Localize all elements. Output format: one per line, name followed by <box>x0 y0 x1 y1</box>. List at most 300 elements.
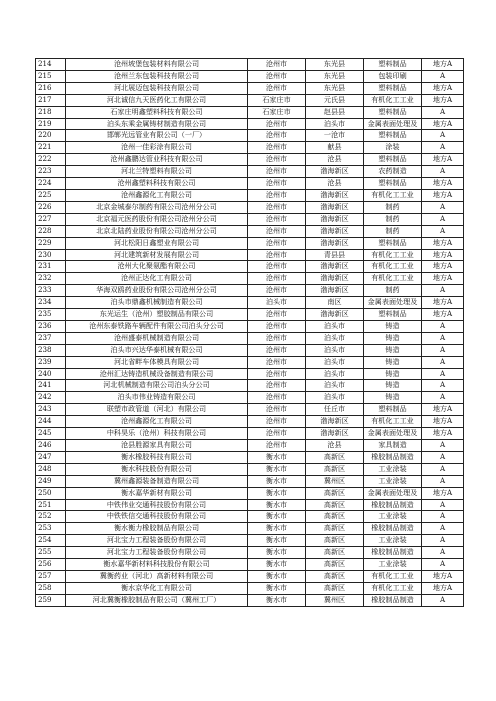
row-number-cell: 224 <box>36 178 66 190</box>
rating-cell: A <box>422 451 464 463</box>
city-cell: 沧州市 <box>248 380 306 392</box>
rating-cell: A <box>422 440 464 452</box>
industry-cell: 塑料制品 <box>364 59 422 71</box>
rating-cell: 地方A <box>422 570 464 582</box>
industry-cell: 橡胶制品制造 <box>364 451 422 463</box>
district-cell: 青县县 <box>306 249 364 261</box>
city-cell: 沧州市 <box>248 130 306 142</box>
city-cell: 沧州市 <box>248 261 306 273</box>
table-row <box>36 404 464 416</box>
company-name-cell: 联塑市政管道（河北）有限公司 <box>66 404 248 416</box>
company-name-cell: 沧州鑫源化工有限公司 <box>66 416 248 428</box>
row-number-cell: 255 <box>36 547 66 559</box>
district-cell: 泊头市 <box>306 392 364 404</box>
company-name-cell: 衡水嘉华新材料科技股份有限公司 <box>66 559 248 571</box>
company-name-cell: 河北松阳日鑫塑业有限公司 <box>66 237 248 249</box>
row-number-cell: 222 <box>36 154 66 166</box>
industry-cell: 制药 <box>364 213 422 225</box>
company-name-cell: 沧州兰东包装科技有限公司 <box>66 70 248 82</box>
company-name-cell: 北京北陆药业股份有限公司沧州分公司 <box>66 225 248 237</box>
table-row <box>36 475 464 487</box>
table-row <box>36 82 464 94</box>
rating-cell: A <box>422 70 464 82</box>
city-cell: 沧州市 <box>248 189 306 201</box>
city-cell: 沧州市 <box>248 356 306 368</box>
rating-cell: 地方A <box>422 297 464 309</box>
row-number-cell: 220 <box>36 130 66 142</box>
rating-cell: A <box>422 201 464 213</box>
row-number-cell: 243 <box>36 404 66 416</box>
industry-cell: 铸造 <box>364 368 422 380</box>
rating-cell: 地方A <box>422 309 464 321</box>
company-name-cell: 泊头市兴达华泰机械有限公司 <box>66 344 248 356</box>
city-cell: 衡水市 <box>248 451 306 463</box>
company-name-cell: 衡水嘉华新材有限公司 <box>66 487 248 499</box>
rating-cell: 地方A <box>422 118 464 130</box>
city-cell: 石家庄市 <box>248 106 306 118</box>
industry-cell: 有机化工工业 <box>364 189 422 201</box>
row-number-cell: 239 <box>36 356 66 368</box>
company-name-cell: 冀衡药业（河北）高新材料有限公司 <box>66 570 248 582</box>
district-cell: 渤海新区 <box>306 416 364 428</box>
industry-cell: 塑料制品 <box>364 404 422 416</box>
city-cell: 沧州市 <box>248 213 306 225</box>
rating-cell: A <box>422 213 464 225</box>
city-cell: 沧州市 <box>248 59 306 71</box>
company-name-cell: 泊头市伟业铸造有限公司 <box>66 392 248 404</box>
company-name-cell: 衡水科技股份有限公司 <box>66 463 248 475</box>
table-row <box>36 237 464 249</box>
enterprise-table <box>35 58 464 607</box>
city-cell: 衡水市 <box>248 582 306 594</box>
table-row <box>36 559 464 571</box>
city-cell: 沧州市 <box>248 201 306 213</box>
city-cell: 衡水市 <box>248 523 306 535</box>
rating-cell: A <box>422 559 464 571</box>
rating-cell: 地方A <box>422 261 464 273</box>
district-cell: 东光县 <box>306 59 364 71</box>
district-cell: 沧县 <box>306 440 364 452</box>
company-name-cell: 北京金城泰尔制药有限公司沧州分公司 <box>66 201 248 213</box>
rating-cell: 地方A <box>422 416 464 428</box>
district-cell: 高新区 <box>306 487 364 499</box>
rating-cell: 地方A <box>422 154 464 166</box>
city-cell: 沧州市 <box>248 118 306 130</box>
city-cell: 沧州市 <box>248 332 306 344</box>
rating-cell: A <box>422 535 464 547</box>
industry-cell: 塑料制品 <box>364 82 422 94</box>
industry-cell: 有机化工工业 <box>364 273 422 285</box>
row-number-cell: 227 <box>36 213 66 225</box>
rating-cell: 地方A <box>422 178 464 190</box>
district-cell: 高新区 <box>306 559 364 571</box>
district-cell: 高新区 <box>306 582 364 594</box>
rating-cell: A <box>422 392 464 404</box>
company-name-cell: 沧州鑫鹏达管业科技有限公司 <box>66 154 248 166</box>
rating-cell: 地方A <box>422 428 464 440</box>
district-cell: 南区 <box>306 297 364 309</box>
rating-cell: A <box>422 142 464 154</box>
district-cell: 渤海新区 <box>306 428 364 440</box>
district-cell: 渤海新区 <box>306 309 364 321</box>
city-cell: 沧州市 <box>248 320 306 332</box>
row-number-cell: 259 <box>36 594 66 606</box>
district-cell: 元氏县 <box>306 94 364 106</box>
rating-cell: A <box>422 547 464 559</box>
table-row <box>36 463 464 475</box>
table-row <box>36 249 464 261</box>
table-row <box>36 201 464 213</box>
city-cell: 沧州市 <box>248 344 306 356</box>
city-cell: 沧州市 <box>248 285 306 297</box>
table-row <box>36 273 464 285</box>
company-name-cell: 衡水橡胶科技有限公司 <box>66 451 248 463</box>
company-name-cell: 沧州鑫源化工有限公司 <box>66 189 248 201</box>
company-name-cell: 河北宝力工程装备股份有限公司 <box>66 547 248 559</box>
industry-cell: 金属表面处理及 <box>364 428 422 440</box>
row-number-cell: 256 <box>36 559 66 571</box>
company-name-cell: 华海双鸥药业股份有限公司沧州分公司 <box>66 285 248 297</box>
industry-cell: 塑料制品 <box>364 237 422 249</box>
table-row <box>36 392 464 404</box>
table-row <box>36 142 464 154</box>
district-cell: 沧县 <box>306 178 364 190</box>
district-cell: 冀州区 <box>306 594 364 606</box>
district-cell: 渤海新区 <box>306 189 364 201</box>
table-row <box>36 499 464 511</box>
city-cell: 沧州市 <box>248 70 306 82</box>
city-cell: 沧州市 <box>248 368 306 380</box>
industry-cell: 塑料制品 <box>364 106 422 118</box>
district-cell: 泊头市 <box>306 118 364 130</box>
company-name-cell: 河北冀衡橡胶制品有限公司（冀州工厂） <box>66 594 248 606</box>
company-name-cell: 沧州坡堡包装材料有限公司 <box>66 59 248 71</box>
rating-cell: A <box>422 368 464 380</box>
industry-cell: 工业涂装 <box>364 463 422 475</box>
industry-cell: 制药 <box>364 225 422 237</box>
company-name-cell: 河北建筑新材发展有限公司 <box>66 249 248 261</box>
row-number-cell: 244 <box>36 416 66 428</box>
industry-cell: 工业涂装 <box>364 559 422 571</box>
company-name-cell: 衡水衡力橡胶制品有限公司 <box>66 523 248 535</box>
industry-cell: 铸造 <box>364 344 422 356</box>
row-number-cell: 230 <box>36 249 66 261</box>
city-cell: 衡水市 <box>248 594 306 606</box>
industry-cell: 橡胶制品制造 <box>364 594 422 606</box>
row-number-cell: 231 <box>36 261 66 273</box>
row-number-cell: 245 <box>36 428 66 440</box>
rating-cell: A <box>422 320 464 332</box>
row-number-cell: 252 <box>36 511 66 523</box>
row-number-cell: 225 <box>36 189 66 201</box>
city-cell: 沧州市 <box>248 237 306 249</box>
company-name-cell: 河北宝力工程装备股份有限公司 <box>66 535 248 547</box>
district-cell: 渤海新区 <box>306 285 364 297</box>
company-name-cell: 泊头东乘金属铸材制造有限公司 <box>66 118 248 130</box>
company-name-cell: 河北诚信九天医药化工有限公司 <box>66 94 248 106</box>
industry-cell: 有机化工工业 <box>364 582 422 594</box>
city-cell: 沧州市 <box>248 142 306 154</box>
industry-cell: 有机化工工业 <box>364 261 422 273</box>
district-cell: 一沧市 <box>306 130 364 142</box>
district-cell: 高新区 <box>306 570 364 582</box>
table-row <box>36 428 464 440</box>
row-number-cell: 250 <box>36 487 66 499</box>
industry-cell: 橡胶制品制造 <box>364 523 422 535</box>
row-number-cell: 238 <box>36 344 66 356</box>
table-row <box>36 118 464 130</box>
company-name-cell: 沧州东泰铁路车辆配件有限公司泊头分公司 <box>66 320 248 332</box>
city-cell: 衡水市 <box>248 570 306 582</box>
industry-cell: 橡胶制品制造 <box>364 499 422 511</box>
row-number-cell: 251 <box>36 499 66 511</box>
company-name-cell: 沧州盛泰机械制造有限公司 <box>66 332 248 344</box>
city-cell: 衡水市 <box>248 535 306 547</box>
city-cell: 衡水市 <box>248 511 306 523</box>
city-cell: 沧州市 <box>248 309 306 321</box>
company-name-cell: 沧州正达化工有限公司 <box>66 273 248 285</box>
company-name-cell: 沧州大化聚氨酯有限公司 <box>66 261 248 273</box>
rating-cell: A <box>422 332 464 344</box>
district-cell: 高新区 <box>306 499 364 511</box>
city-cell: 沧州市 <box>248 273 306 285</box>
table-row <box>36 106 464 118</box>
table-row <box>36 440 464 452</box>
rating-cell: A <box>422 356 464 368</box>
table-row <box>36 320 464 332</box>
industry-cell: 有机化工工业 <box>364 94 422 106</box>
row-number-cell: 229 <box>36 237 66 249</box>
district-cell: 渤海新区 <box>306 213 364 225</box>
table-row <box>36 70 464 82</box>
rating-cell: 地方A <box>422 487 464 499</box>
city-cell: 沧州市 <box>248 416 306 428</box>
industry-cell: 工业涂装 <box>364 535 422 547</box>
city-cell: 衡水市 <box>248 547 306 559</box>
row-number-cell: 226 <box>36 201 66 213</box>
city-cell: 衡水市 <box>248 487 306 499</box>
table-row <box>36 332 464 344</box>
city-cell: 沧州市 <box>248 82 306 94</box>
rating-cell: A <box>422 130 464 142</box>
row-number-cell: 249 <box>36 475 66 487</box>
city-cell: 沧州市 <box>248 154 306 166</box>
city-cell: 沧州市 <box>248 428 306 440</box>
row-number-cell: 217 <box>36 94 66 106</box>
table-row <box>36 261 464 273</box>
company-name-cell: 衡水京华化工有限公司 <box>66 582 248 594</box>
district-cell: 东光县 <box>306 82 364 94</box>
row-number-cell: 235 <box>36 309 66 321</box>
row-number-cell: 237 <box>36 332 66 344</box>
rating-cell: A <box>422 344 464 356</box>
row-number-cell: 246 <box>36 440 66 452</box>
table-row <box>36 213 464 225</box>
row-number-cell: 253 <box>36 523 66 535</box>
rating-cell: A <box>422 225 464 237</box>
district-cell: 泊头市 <box>306 368 364 380</box>
table-row <box>36 594 464 606</box>
row-number-cell: 258 <box>36 582 66 594</box>
rating-cell: 地方A <box>422 82 464 94</box>
district-cell: 高新区 <box>306 547 364 559</box>
enterprise-table-body <box>36 59 464 607</box>
row-number-cell: 216 <box>36 82 66 94</box>
table-row <box>36 570 464 582</box>
city-cell: 沧州市 <box>248 166 306 178</box>
industry-cell: 塑料制品 <box>364 178 422 190</box>
table-row <box>36 582 464 594</box>
industry-cell: 铸造 <box>364 320 422 332</box>
district-cell: 献县 <box>306 142 364 154</box>
row-number-cell: 228 <box>36 225 66 237</box>
industry-cell: 塑料制品 <box>364 309 422 321</box>
industry-cell: 铸造 <box>364 380 422 392</box>
table-row <box>36 94 464 106</box>
rating-cell: 地方A <box>422 94 464 106</box>
industry-cell: 有机化工工业 <box>364 249 422 261</box>
city-cell: 沧州市 <box>248 440 306 452</box>
rating-cell: 地方A <box>422 59 464 71</box>
company-name-cell: 河北省畔车体模具有限公司 <box>66 356 248 368</box>
table-row <box>36 535 464 547</box>
industry-cell: 工业涂装 <box>364 511 422 523</box>
enterprise-list-sheet <box>35 58 464 607</box>
district-cell: 泊头市 <box>306 320 364 332</box>
city-cell: 沧州市 <box>248 225 306 237</box>
row-number-cell: 236 <box>36 320 66 332</box>
industry-cell: 包装印刷 <box>364 70 422 82</box>
industry-cell: 铸造 <box>364 356 422 368</box>
row-number-cell: 221 <box>36 142 66 154</box>
row-number-cell: 254 <box>36 535 66 547</box>
district-cell: 渤海新区 <box>306 225 364 237</box>
district-cell: 泊头市 <box>306 380 364 392</box>
table-row <box>36 178 464 190</box>
district-cell: 任丘市 <box>306 404 364 416</box>
industry-cell: 涂装 <box>364 142 422 154</box>
district-cell: 泊头市 <box>306 332 364 344</box>
row-number-cell: 234 <box>36 297 66 309</box>
table-row <box>36 416 464 428</box>
table-row <box>36 189 464 201</box>
industry-cell: 金属表面处理及 <box>364 297 422 309</box>
company-name-cell: 石家庄明鑫塑料科技有限公司 <box>66 106 248 118</box>
table-row <box>36 487 464 499</box>
row-number-cell: 218 <box>36 106 66 118</box>
row-number-cell: 248 <box>36 463 66 475</box>
company-name-cell: 沧州汇达铸造机械设备制造有限公司 <box>66 368 248 380</box>
industry-cell: 铸造 <box>364 392 422 404</box>
row-number-cell: 223 <box>36 166 66 178</box>
industry-cell: 橡胶制品制造 <box>364 547 422 559</box>
rating-cell: A <box>422 523 464 535</box>
rating-cell: A <box>422 499 464 511</box>
district-cell: 东光县 <box>306 70 364 82</box>
rating-cell: 地方A <box>422 582 464 594</box>
company-name-cell: 北京福元医药股份有限公司沧州分公司 <box>66 213 248 225</box>
company-name-cell: 泊头市鼎鑫机械制造有限公司 <box>66 297 248 309</box>
district-cell: 冀州区 <box>306 475 364 487</box>
city-cell: 沧州市 <box>248 404 306 416</box>
company-name-cell: 中铁铁信交通科技股份有限公司 <box>66 511 248 523</box>
company-name-cell: 沧州一佳彩涂有限公司 <box>66 142 248 154</box>
rating-cell: A <box>422 106 464 118</box>
table-row <box>36 309 464 321</box>
industry-cell: 家具制造 <box>364 440 422 452</box>
table-row <box>36 59 464 71</box>
company-name-cell: 河北展迈包装科技有限公司 <box>66 82 248 94</box>
table-row <box>36 225 464 237</box>
rating-cell: A <box>422 166 464 178</box>
table-row <box>36 297 464 309</box>
company-name-cell: 河北兰特塑料有限公司 <box>66 166 248 178</box>
city-cell: 衡水市 <box>248 559 306 571</box>
rating-cell: 地方A <box>422 249 464 261</box>
row-number-cell: 214 <box>36 59 66 71</box>
district-cell: 渤海新区 <box>306 201 364 213</box>
table-row <box>36 166 464 178</box>
rating-cell: 地方A <box>422 237 464 249</box>
table-row <box>36 368 464 380</box>
row-number-cell: 247 <box>36 451 66 463</box>
row-number-cell: 233 <box>36 285 66 297</box>
district-cell: 高新区 <box>306 523 364 535</box>
district-cell: 渤海新区 <box>306 273 364 285</box>
district-cell: 高新区 <box>306 463 364 475</box>
city-cell: 衡水市 <box>248 463 306 475</box>
rating-cell: A <box>422 285 464 297</box>
table-row <box>36 511 464 523</box>
district-cell: 渤海新区 <box>306 166 364 178</box>
table-row <box>36 130 464 142</box>
city-cell: 衡水市 <box>248 499 306 511</box>
table-row <box>36 285 464 297</box>
industry-cell: 金属表面处理及 <box>364 118 422 130</box>
district-cell: 泊头市 <box>306 356 364 368</box>
company-name-cell: 冀州鑫源装备制造有限公司 <box>66 475 248 487</box>
city-cell: 石家庄市 <box>248 94 306 106</box>
district-cell: 赵县县 <box>306 106 364 118</box>
industry-cell: 制药 <box>364 285 422 297</box>
table-row <box>36 523 464 535</box>
industry-cell: 塑料制品 <box>364 154 422 166</box>
rating-cell: A <box>422 594 464 606</box>
rating-cell: 地方A <box>422 273 464 285</box>
rating-cell: A <box>422 475 464 487</box>
district-cell: 泊头市 <box>306 344 364 356</box>
row-number-cell: 215 <box>36 70 66 82</box>
district-cell: 高新区 <box>306 511 364 523</box>
company-name-cell: 中铁伟业交通科技股份有限公司 <box>66 499 248 511</box>
district-cell: 沧县 <box>306 154 364 166</box>
row-number-cell: 241 <box>36 380 66 392</box>
industry-cell: 农药制造 <box>364 166 422 178</box>
industry-cell: 制药 <box>364 201 422 213</box>
district-cell: 高新区 <box>306 535 364 547</box>
company-name-cell: 邯郸光远管业有限公司（一厂） <box>66 130 248 142</box>
rating-cell: A <box>422 511 464 523</box>
city-cell: 衡水市 <box>248 475 306 487</box>
district-cell: 渤海新区 <box>306 237 364 249</box>
row-number-cell: 219 <box>36 118 66 130</box>
table-row <box>36 154 464 166</box>
table-row <box>36 451 464 463</box>
industry-cell: 铸造 <box>364 332 422 344</box>
row-number-cell: 232 <box>36 273 66 285</box>
row-number-cell: 242 <box>36 392 66 404</box>
district-cell: 高新区 <box>306 451 364 463</box>
